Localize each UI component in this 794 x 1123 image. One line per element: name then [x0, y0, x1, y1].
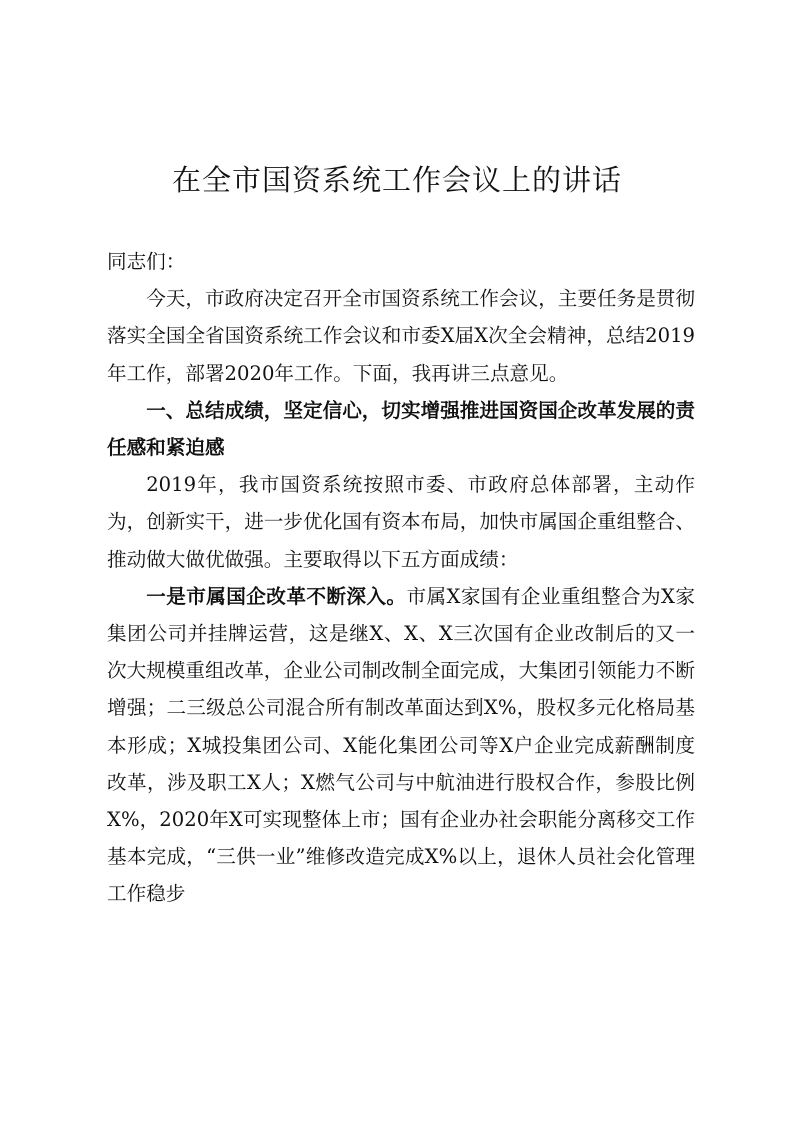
paragraph-intro: 今天，市政府决定召开全市国资系统工作会议，主要任务是贯彻落实全国全省国资系统工作会议和市委X届X次全会精神，总结2019年工作，部署2020年工作。下面，我再讲三点意见。 — [107, 287, 695, 385]
paragraph-reform-body: 市属X家国有企业重组整合为X家集团公司并挂牌运营，这是继X、X、X三次国有企业改制后的又一次大规模重组改革，企业公司制改制全面完成，大集团引领能力不断增强；二三级总公司混合所有制改革面达到X%，股权多元化格局基本形成；X城投集团公司、X能化集团公司等X户企业完成薪酬制度改革，涉及职工X人；X燃气公司与中航油进行股权合作，参股比例X%，2020年X可实现整体上市；国有企业办社会职能分离移交工作基本完成，“三供一业”维修改造完成X%以上，退休人员社会化管理工作稳步 — [107, 584, 696, 906]
document-title: 在全市国资系统工作会议上的讲话 — [171, 163, 622, 197]
section-heading-1: 一、总结成绩，坚定信心，切实增强推进国资国企改革发展的责任感和紧迫感 — [107, 398, 695, 460]
paragraph-summary: 2019年，我市国资系统按照市委、市政府总体部署，主动作为，创新实干，进一步优化国有资本布局，加快市属国企重组整合、推动做大做优做强。主要取得以下五方面成绩： — [107, 473, 695, 571]
document-body — [107, 243, 695, 913]
salutation: 同志们： — [107, 250, 186, 273]
paragraph-reform — [107, 578, 695, 913]
paragraph-lead: 一是市属国企改革不断深入。 — [146, 584, 407, 608]
